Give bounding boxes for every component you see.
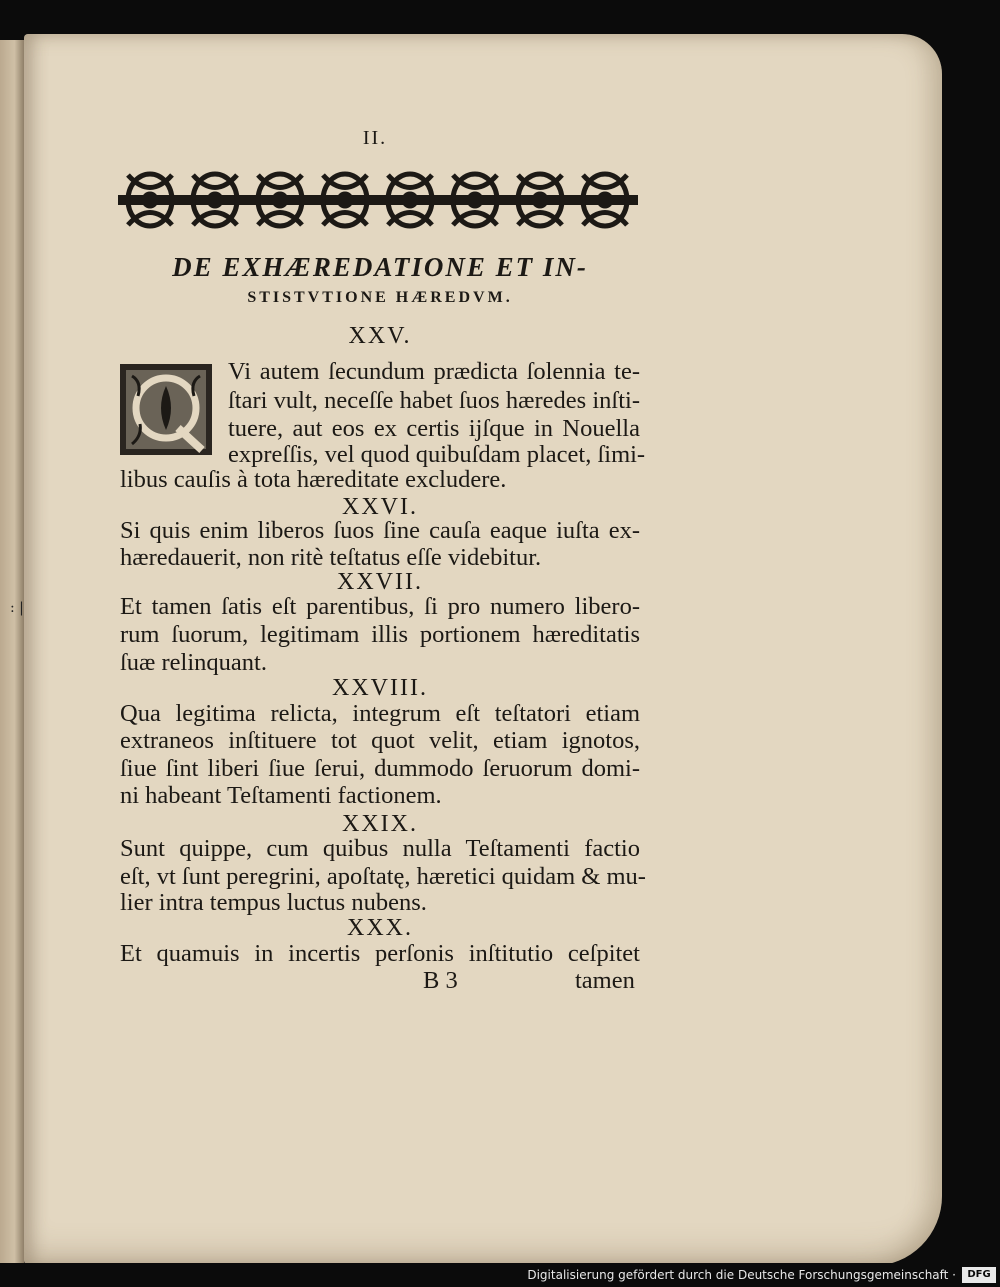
page-number: II. (362, 127, 388, 149)
text-line: Et quamuis in incertis perſonis inſtitutio ceſpitet (120, 940, 640, 967)
text-line: Qua legitima relicta, integrum eſt teſtatori etiam (120, 700, 640, 727)
text-line: extraneos inſtituere tot quot velit, etiam ignotos, (120, 727, 640, 754)
chapter-title-continued: STISTVTIONE HÆREDVM. (247, 289, 513, 306)
text-line: lier intra tempus luctus nubens. (120, 889, 427, 916)
text-line: Vi autem ſecundum prædicta ſolennia te- (228, 358, 640, 385)
ornament-band (118, 165, 638, 235)
text-line: ſtari vult, neceſſe habet ſuos hæredes inſti- (228, 387, 640, 414)
text-line: libus cauſis à tota hæreditate excludere. (120, 466, 507, 493)
signature-mark: B 3 (423, 967, 458, 994)
section-numeral: XXVIII. (332, 675, 428, 701)
section-numeral: XXX. (347, 915, 413, 941)
text-line: expreſſis, vel quod quibuſdam placet, ſimi- (228, 441, 646, 468)
text-line: Si quis enim liberos ſuos ſine cauſa eaque iuſta ex- (120, 517, 640, 544)
catchword: tamen (575, 967, 635, 994)
text-line: rum ſuorum, legitimam illis portionem hæreditatis (120, 621, 640, 648)
margin-marks: : | (10, 600, 24, 616)
section-numeral: XXVI. (342, 494, 418, 520)
decorated-initial-q (118, 362, 214, 457)
text-line: Sunt quippe, cum quibus nulla Teſtamenti factio (120, 835, 640, 862)
dfg-logo: DFG (962, 1267, 996, 1283)
chapter-title: DE EXHÆREDATIONE ET IN- (172, 252, 588, 282)
section-numeral: XXV. (348, 323, 412, 349)
book-spine (0, 40, 24, 1265)
section-numeral: XXVII. (337, 569, 423, 595)
section-numeral: XXIX. (342, 811, 418, 837)
banner-text: Digitalisierung gefördert durch die Deutsche Forschungsgemeinschaft · (527, 1268, 956, 1282)
text-line: ni habeant Teſtamenti factionem. (120, 782, 442, 809)
text-line: Et tamen ſatis eſt parentibus, ſi pro numero libero- (120, 593, 640, 620)
text-line: tuere, aut eos ex certis ijſque in Nouella (228, 415, 640, 442)
text-line: eſt, vt ſunt peregrini, apoſtatę, hæretici quidam & mu- (120, 863, 646, 890)
digitization-banner (0, 1263, 1000, 1287)
text-line: hæredauerit, non ritè teſtatus eſſe videbitur. (120, 544, 542, 571)
text-line: ſiue ſint liberi ſiue ſerui, dummodo ſeruorum domi- (120, 755, 640, 782)
text-line: ſuæ relinquant. (120, 649, 267, 676)
